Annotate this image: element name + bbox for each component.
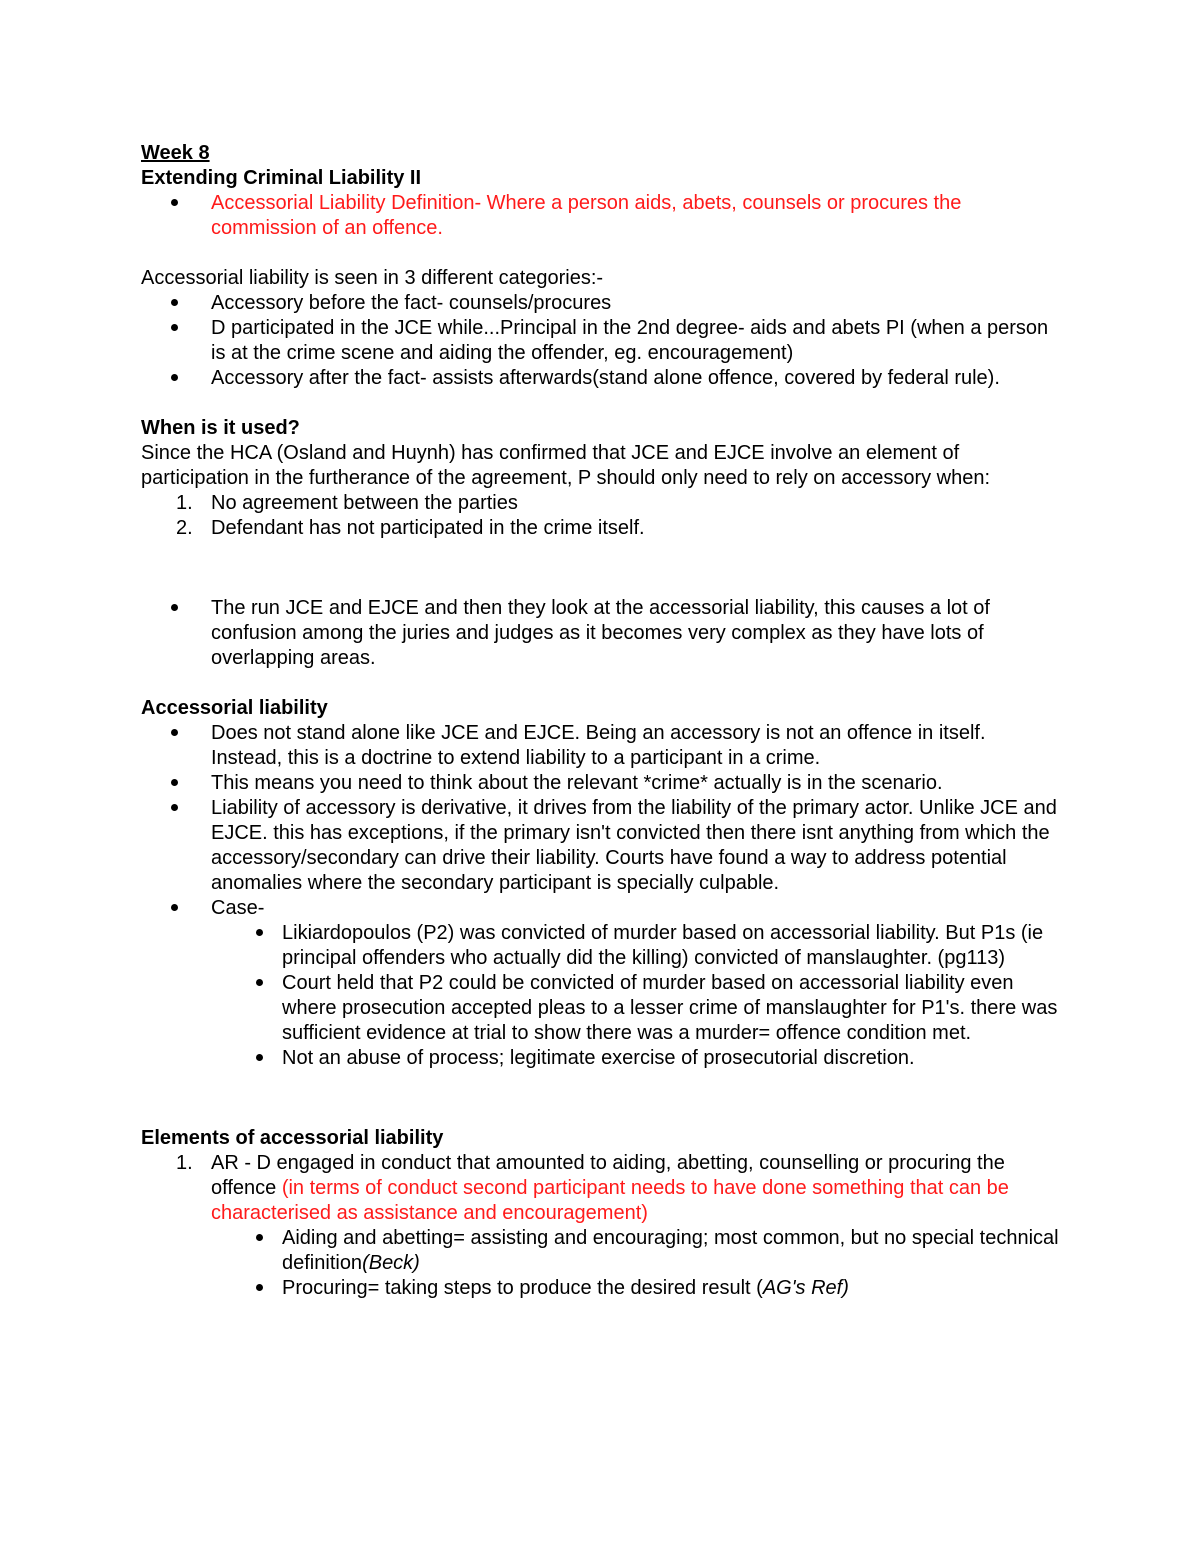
bullet-icon bbox=[256, 1046, 286, 1071]
case-citation: (Beck) bbox=[362, 1252, 420, 1274]
elements-heading: Elements of accessorial liability bbox=[141, 1127, 444, 1149]
when-used-list bbox=[141, 491, 1061, 541]
list-item bbox=[141, 191, 1061, 241]
list-item bbox=[141, 796, 1061, 896]
bullet-icon bbox=[171, 796, 201, 821]
definition-text: Accessorial Liability Definition- Where a person aids, abets, counsels or procures the commission of an offence. bbox=[211, 192, 962, 239]
list-number: 1. bbox=[176, 492, 193, 514]
bullet-icon bbox=[171, 366, 201, 391]
list-item bbox=[141, 366, 1061, 391]
categories-intro: Accessorial liability is seen in 3 different categories:- bbox=[141, 267, 604, 289]
list-item bbox=[141, 1151, 1061, 1226]
list-item-text: Case- bbox=[211, 897, 265, 919]
category-text: Accessory after the fact- assists afterwards(stand alone offence, covered by federal rule). bbox=[211, 367, 1000, 389]
list-item bbox=[141, 596, 1061, 671]
bullet-icon bbox=[171, 721, 201, 746]
bullet-icon bbox=[171, 316, 201, 341]
sub-list-item bbox=[141, 971, 1061, 1046]
bullet-icon bbox=[256, 1276, 286, 1301]
bullet-icon bbox=[171, 596, 201, 621]
case-text: Court held that P2 could be convicted of murder based on accessorial liability even where prosecution accepted pleas to a lesser crime of manslaughter for P1's. there was sufficient evidence at trial to show there was a murder= offence condition met. bbox=[282, 972, 1058, 1044]
bullet-icon bbox=[256, 1226, 286, 1251]
list-item-text: Liability of accessory is derivative, it drives from the liability of the primary actor. Unlike JCE and EJCE. this has exceptions, if the primary isn't convicted then there isnt anything from which the accessory/secondary can drive their liability. Courts have found a way to address potential anomalies where the secondary participant is specially culpable. bbox=[211, 797, 1057, 894]
list-item bbox=[141, 491, 1061, 516]
when-used-text: Since the HCA (Osland and Huynh) has confirmed that JCE and EJCE involve an element of participation in the furtherance of the agreement, P should only need to rely on accessory when: bbox=[141, 442, 991, 489]
list-item-text: No agreement between the parties bbox=[211, 492, 518, 514]
list-item bbox=[141, 721, 1061, 771]
sub-list-item bbox=[141, 921, 1061, 971]
list-number: 1. bbox=[176, 1152, 193, 1174]
list-number: 2. bbox=[176, 517, 193, 539]
list-item bbox=[141, 291, 1061, 316]
accessorial-list bbox=[141, 721, 1061, 1071]
list-item bbox=[141, 771, 1061, 796]
sub-list-item bbox=[141, 1226, 1061, 1276]
list-item bbox=[141, 896, 1061, 921]
list-item bbox=[141, 516, 1061, 541]
element-text: AR - D engaged in conduct that amounted to aiding, abetting, counselling or procuring the offence bbox=[211, 1152, 1005, 1199]
note-text: The run JCE and EJCE and then they look at the accessorial liability, this causes a lot of confusion among the juries and judges as it becomes very complex as they have lots of overlapping areas. bbox=[211, 597, 990, 669]
bullet-icon bbox=[171, 191, 201, 216]
document-page bbox=[141, 141, 1061, 1301]
note-list bbox=[141, 596, 1061, 671]
definition-list bbox=[141, 191, 1061, 241]
elements-list bbox=[141, 1151, 1061, 1301]
bullet-icon bbox=[256, 971, 286, 996]
bullet-icon bbox=[171, 771, 201, 796]
category-text: Accessory before the fact- counsels/procures bbox=[211, 292, 612, 314]
accessorial-heading: Accessorial liability bbox=[141, 697, 328, 719]
sub-list-item bbox=[141, 1046, 1061, 1071]
list-item-text: Does not stand alone like JCE and EJCE. Being an accessory is not an offence in itself. Instead, this is a doctrine to extend liability to a participant in a crime. bbox=[211, 722, 986, 769]
bullet-icon bbox=[171, 291, 201, 316]
case-citation: AG's Ref) bbox=[762, 1277, 849, 1299]
week-title: Week 8 bbox=[141, 142, 210, 164]
element-note: (in terms of conduct second participant needs to have done something that can be characterised as assistance and encouragement) bbox=[211, 1177, 1009, 1224]
case-text: Not an abuse of process; legitimate exercise of prosecutorial discretion. bbox=[282, 1047, 915, 1069]
case-text: Likiardopoulos (P2) was convicted of murder based on accessorial liability. But P1s (ie principal offenders who actually did the killing) convicted of manslaughter. (pg113) bbox=[282, 922, 1044, 969]
page-heading: Extending Criminal Liability II bbox=[141, 167, 422, 189]
bullet-icon bbox=[171, 896, 201, 921]
list-item-text: This means you need to think about the relevant *crime* actually is in the scenario. bbox=[211, 772, 943, 794]
list-item-text: Defendant has not participated in the crime itself. bbox=[211, 517, 645, 539]
sub-list-item bbox=[141, 1276, 1061, 1301]
sub-element-text: Procuring= taking steps to produce the desired result ( bbox=[282, 1277, 763, 1299]
bullet-icon bbox=[256, 921, 286, 946]
categories-list bbox=[141, 291, 1061, 391]
category-text: D participated in the JCE while...Principal in the 2nd degree- aids and abets PI (when a person is at the crime scene and aiding the offender, eg. encouragement) bbox=[211, 317, 1049, 364]
sub-element-text: Aiding and abetting= assisting and encouraging; most common, but no special technical definition bbox=[282, 1227, 1059, 1274]
when-used-heading: When is it used? bbox=[141, 417, 300, 439]
list-item bbox=[141, 316, 1061, 366]
